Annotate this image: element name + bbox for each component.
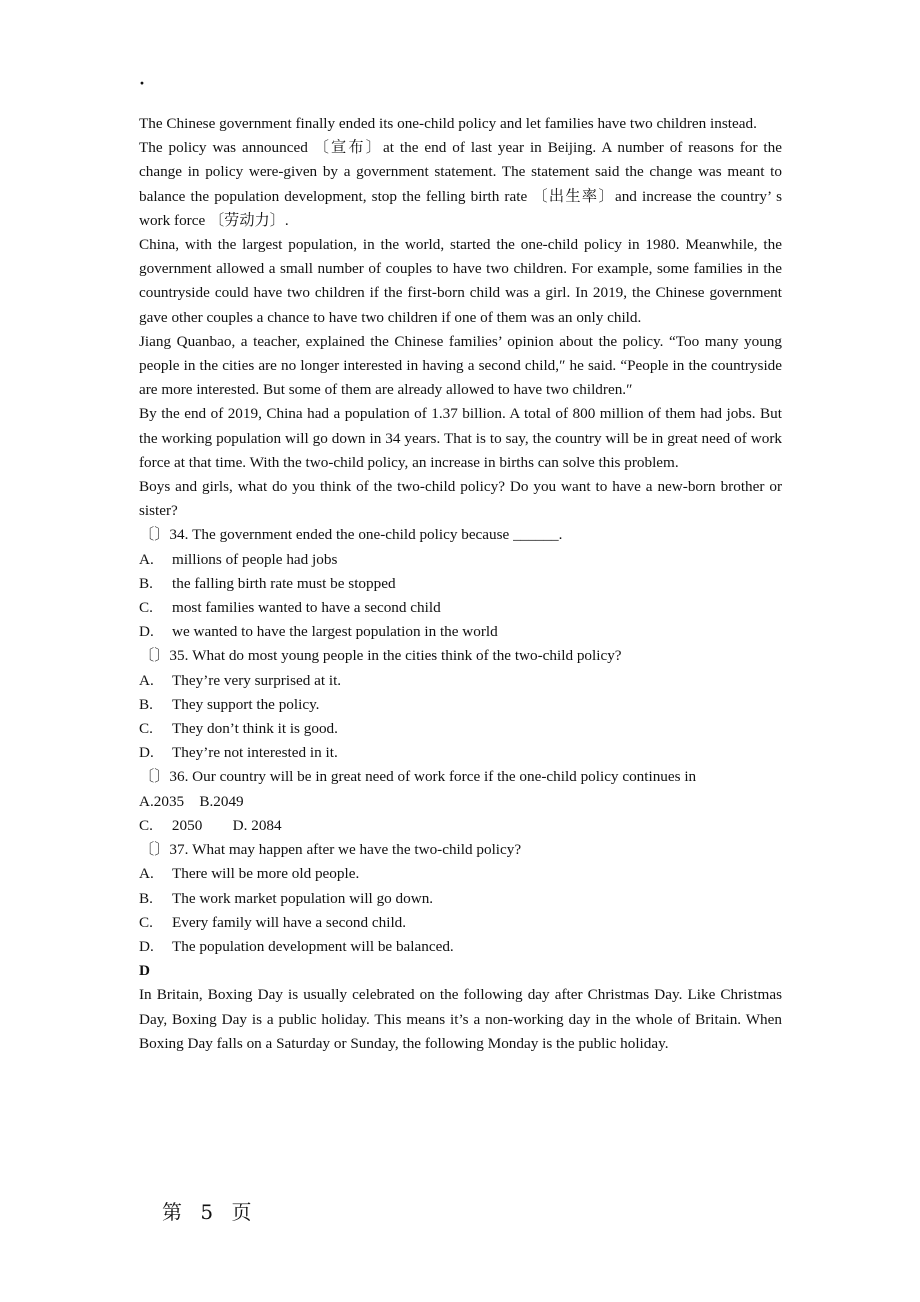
question-34-option-a: [139, 548, 782, 572]
option-text: They’re not interested in it.: [172, 744, 338, 762]
page-number: 第 5 页: [162, 1200, 258, 1224]
question-35-option-d: [139, 741, 782, 765]
passage-paragraph-3: China, with the largest population, in the world, started the one-child policy in 1980. Meanwhile, the government allowed a small number of couples to have two children. For example, some families in the countryside could have two children if the first-born child was a girl. In 2019, the Chinese government gave other couples a chance to have two children if one of them was an only child.: [139, 236, 782, 326]
question-35-option-c: [139, 717, 782, 741]
header-mark: ·: [139, 73, 146, 93]
option-text: most families wanted to have a second child: [172, 599, 441, 617]
option-text: They support the policy.: [172, 695, 320, 713]
question-34-option-d: [139, 620, 782, 644]
question-37-option-d: [139, 935, 782, 959]
question-37-option-a: [139, 862, 782, 886]
question-37-stem: 〔〕37. What may happen after we have the two-child policy?: [139, 841, 522, 859]
option-text: millions of people had jobs: [172, 550, 338, 568]
option-letter: A.: [139, 550, 154, 568]
section-d-heading: D: [139, 962, 150, 980]
option-text: There will be more old people.: [172, 865, 360, 883]
option-letter: B.: [139, 695, 153, 713]
passage-paragraph-6: Boys and girls, what do you think of the two-child policy? Do you want to have a new-born brother or sister?: [139, 478, 782, 520]
option-letter: C.: [139, 599, 153, 617]
question-35-option-b: [139, 693, 782, 717]
question-37-option-c: [139, 911, 782, 935]
question-37-option-b: [139, 887, 782, 911]
option-letter: B.: [139, 889, 153, 907]
option-letter: B.: [139, 574, 153, 592]
option-letter: C.: [139, 720, 153, 738]
passage-paragraph-1: The Chinese government finally ended its one-child policy and let families have two children instead.: [139, 115, 757, 132]
option-letter: C.: [139, 913, 153, 931]
option-text: we wanted to have the largest population in the world: [172, 623, 498, 641]
option-letter: A.: [139, 671, 154, 689]
option-text: The population development will be balanced.: [172, 937, 454, 955]
option-text: They don’t think it is good.: [172, 720, 338, 738]
option-letter: D.: [139, 744, 154, 762]
question-36-stem: 〔〕36. Our country will be in great need of work force if the one-child policy continues in: [139, 768, 697, 786]
option-text: They’re very surprised at it.: [172, 671, 342, 689]
option-text: the falling birth rate must be stopped: [172, 574, 396, 592]
question-34-option-c: [139, 596, 782, 620]
option-text: Every family will have a second child.: [172, 913, 407, 931]
document-page: [139, 72, 782, 1056]
question-35-option-a: [139, 669, 782, 693]
option-letter: D.: [139, 937, 154, 955]
passage-paragraph-4: Jiang Quanbao, a teacher, explained the Chinese families’ opinion about the policy. “Too many young people in the cities are no longer interested in having a second child,″ he said. “People in the countryside are more interested. But some of them are already allowed to have two children.″: [139, 332, 782, 399]
question-35-stem: 〔〕35. What do most young people in the cities think of the two-child policy?: [139, 647, 622, 665]
option-text: The work market population will go down.: [172, 889, 434, 907]
passage-paragraph-2: The policy was announced 〔宣布〕at the end of last year in Beijing. A number of reasons for the change in policy were-given by a government statement. The statement said the change was meant to balance the population development, stop the felling birth rate 〔出生率〕and increase the country’ s work force 〔劳动力〕.: [139, 139, 782, 229]
question-34-stem: 〔〕34. The government ended the one-child policy because ______.: [139, 526, 563, 544]
passage-paragraph-5: By the end of 2019, China had a population of 1.37 billion. A total of 800 million of them had jobs. But the working population will go down in 34 years. That is to say, the country will be in great need of work force at that time. With the two-child policy, an increase in births can solve this problem.: [139, 405, 782, 471]
question-34-option-b: [139, 572, 782, 596]
section-d-paragraph: In Britain, Boxing Day is usually celebrated on the following day after Christmas Day. Like Christmas Day, Boxing Day is a public holiday. This means it’s a non-working day in the whole of Britain. When Boxing Day falls on a Saturday or Sunday, the following Monday is the public holiday.: [139, 986, 782, 1052]
option-letter: A.: [139, 865, 154, 883]
question-36-options-ab: A.2035 B.2049: [139, 792, 244, 810]
option-letter: D.: [139, 623, 154, 641]
question-36-options-cd: C. 2050 D. 2084: [139, 816, 282, 834]
